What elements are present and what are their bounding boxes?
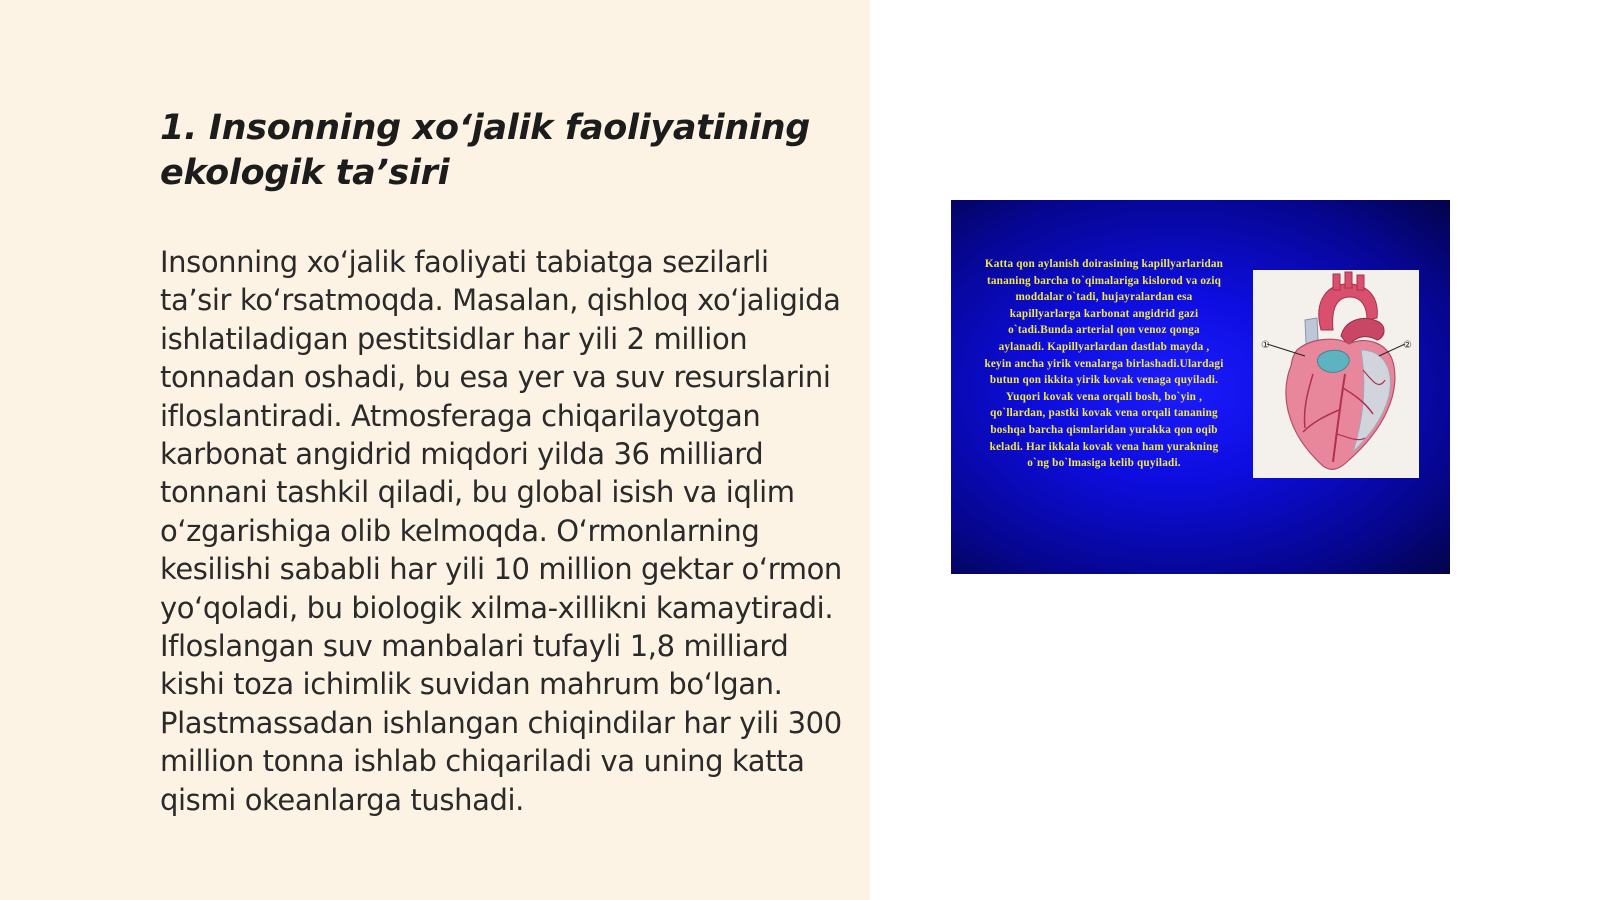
image-caption-text: Katta qon aylanish doirasining kapillyarlaridan tananing barcha to`qimalariga kislorod va oziq moddalar o`tadi, hujayralardan esa kapillyarlarga karbonat angidrid gazi o`tadi.Bunda arterial qon venoz qonga aylanadi. Kapillyarlardan dastlab mayda , keyin ancha yirik venalarga birlashadi.Ulardagi butun qon ikkita yirik kovak venaga quyiladi. Yuqori kovak vena orqali bosh, bo`yin , qo`llardan, pastki kovak vena orqali tananing boshqa barcha qismlaridan yurakka qon oqib keladi. Har ikkala kovak vena ham yurakning o`ng bo`lmasiga kelib quyiladi.	[984, 258, 1224, 470]
heart-illustration-image	[951, 200, 1450, 574]
slide-body-text: Insonning xo‘jalik faoliyati tabiatga sezilarli ta’sir ko‘rsatmoqda. Masalan, qishloq xo‘jaligida ishlatiladigan pestitsidlar har yili 2 million tonnadan oshadi, bu esa yer va suv resurslarini ifloslantiradi. Atmosferaga chiqarilayotgan karbonat angidrid miqdori yilda 36 milliard tonnani tashkil qiladi, bu global isish va iqlim o‘zgarishiga olib kelmoqda. O‘rmonlarning kesilishi sababli har yili 10 million gektar o‘rmon yo‘qoladi, bu biologik xilma-xillikni kamaytiradi. Ifloslangan suv manbalari tufayli 1,8 milliard kishi toza ichimlik suvidan mahrum bo‘lgan. Plastmassadan ishlangan chiqindilar har yili 300 million tonna ishlab chiqariladi va uning katta qismi okeanlarga tushadi.	[160, 245, 842, 817]
slide-title: 1. Insonning xo‘jalik faoliyatining ekologik ta’siri	[160, 108, 811, 193]
heart-marker-1: ①	[1261, 340, 1270, 351]
heart-icon	[1253, 270, 1419, 478]
heart-diagram	[1253, 270, 1419, 478]
heart-marker-2: ②	[1403, 340, 1412, 351]
